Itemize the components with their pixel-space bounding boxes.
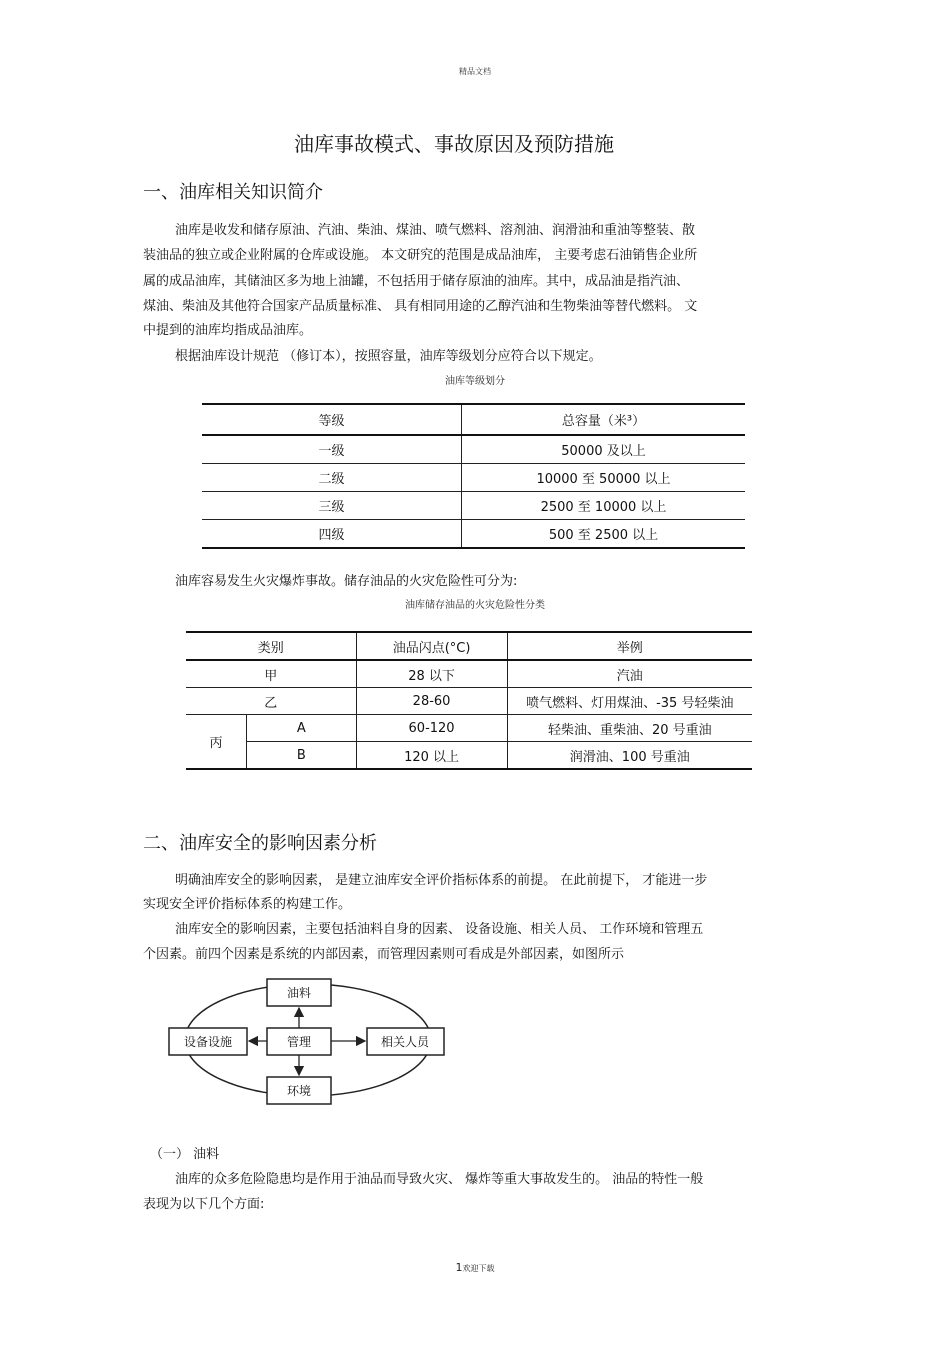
s1-para1-line4: 煤油、柴油及其他符合国家产品质量标准、 具有相同用途的乙醇汽油和生物柴油等替代燃料。 文 bbox=[143, 299, 698, 314]
page-title: 油库事故模式、事故原因及预防措施 bbox=[294, 132, 614, 156]
table-header-row bbox=[202, 404, 745, 435]
table-cell: 二级 bbox=[202, 464, 462, 492]
table-row bbox=[202, 520, 745, 549]
table-cell: 轻柴油、重柴油、20 号重油 bbox=[507, 715, 752, 742]
table2-caption: 油库储存油品的火灾危险性分类 bbox=[405, 600, 545, 611]
table-row bbox=[186, 688, 752, 715]
table-cell: 三级 bbox=[202, 492, 462, 520]
diagram-label-left: 设备设施 bbox=[183, 1035, 233, 1049]
header-watermark: 精品文档 bbox=[459, 67, 491, 76]
table-cell: 60-120 bbox=[356, 715, 507, 742]
section1-heading: 一、油库相关知识简介 bbox=[143, 182, 323, 203]
table-cell: 汽油 bbox=[507, 660, 752, 688]
diagram-label-right: 相关人员 bbox=[380, 1035, 430, 1049]
section2-heading: 二、油库安全的影响因素分析 bbox=[143, 833, 377, 854]
table1-caption: 油库等级划分 bbox=[445, 376, 505, 387]
table-cell: 28-60 bbox=[356, 688, 507, 715]
s1-para1-line5: 中提到的油库均指成品油库。 bbox=[143, 323, 313, 338]
page-number: 1 bbox=[455, 1261, 463, 1274]
sub1-heading: （一） 油料 bbox=[150, 1147, 220, 1162]
s1-para1-line3: 属的成品油库，其储油区多为地上油罐，不包括用于储存原油的油库。其中，成品油是指汽油、 bbox=[143, 274, 690, 289]
capacity-grade-table bbox=[202, 403, 745, 549]
table-header-cell: 等级 bbox=[202, 404, 462, 435]
table-cell: 乙 bbox=[186, 688, 356, 715]
table-cell: 50000 及以上 bbox=[462, 435, 746, 464]
diagram-label-top: 油料 bbox=[286, 986, 312, 1000]
table-cell: 丙 bbox=[186, 715, 247, 770]
table-cell: 四级 bbox=[202, 520, 462, 549]
diagram-label-bottom: 环境 bbox=[286, 1084, 312, 1098]
s1-para3: 油库容易发生火灾爆炸事故。储存油品的火灾危险性可分为: bbox=[175, 574, 518, 589]
s2-para2-line2: 个因素。前四个因素是系统的内部因素，而管理因素则可看成是外部因素，如图所示 bbox=[143, 947, 625, 962]
table-cell: 10000 至 50000 以上 bbox=[462, 464, 746, 492]
table-cell: 一级 bbox=[202, 435, 462, 464]
s2-para1-line1: 明确油库安全的影响因素， 是建立油库安全评价指标体系的前提。 在此前提下， 才能进一步 bbox=[175, 873, 708, 888]
table-row bbox=[186, 660, 752, 688]
table-header-cell: 举例 bbox=[507, 632, 752, 660]
table-cell: 甲 bbox=[186, 660, 356, 688]
table-row bbox=[202, 464, 745, 492]
table-cell: 润滑油、100 号重油 bbox=[569, 749, 690, 765]
table-cell: 喷气燃料、灯用煤油、-35 号轻柴油 bbox=[507, 688, 752, 715]
table-cell: 120 以上 bbox=[356, 742, 507, 770]
table-header-row bbox=[186, 632, 752, 660]
table-row bbox=[202, 492, 745, 520]
s1-para1-line2: 装油品的独立或企业附属的仓库或设施。 本文研究的范围是成品油库， 主要考虑石油销售企业所 bbox=[143, 248, 698, 263]
table-cell: B bbox=[247, 742, 357, 770]
table-row bbox=[186, 742, 752, 770]
table-header-cell: 总容量（米³） bbox=[462, 404, 746, 435]
table-row bbox=[202, 435, 745, 464]
s1-para1-line1: 油库是收发和储存原油、汽油、柴油、煤油、喷气燃料、溶剂油、润滑油和重油等整装、散 bbox=[175, 223, 696, 238]
s1-para2: 根据油库设计规范 （修订本），按照容量，油库等级划分应符合以下规定。 bbox=[175, 349, 602, 364]
sub1-line1: 油库的众多危险隐患均是作用于油品而导致火灾、 爆炸等重大事故发生的。 油品的特性一般 bbox=[175, 1172, 704, 1187]
factor-diagram bbox=[160, 970, 460, 1110]
footer-text: 欢迎下载 bbox=[462, 1264, 495, 1273]
s2-para2-line1: 油库安全的影响因素，主要包括油料自身的因素、 设备设施、相关人员、 工作环境和管理五 bbox=[175, 922, 704, 937]
table-cell: A bbox=[247, 715, 357, 742]
table-cell: 500 至 2500 以上 bbox=[548, 528, 659, 543]
table-cell: 2500 至 10000 以上 bbox=[462, 492, 746, 520]
table-row bbox=[186, 715, 752, 742]
table-cell: 28 以下 bbox=[356, 660, 507, 688]
page-footer bbox=[0, 1261, 950, 1274]
fire-hazard-table bbox=[186, 631, 752, 770]
table-header-cell: 类别 bbox=[186, 632, 356, 660]
table-header-cell: 油品闪点(°C) bbox=[356, 632, 507, 660]
diagram-label-center: 管理 bbox=[286, 1035, 312, 1049]
s2-para1-line2: 实现安全评价指标体系的构建工作。 bbox=[143, 897, 352, 912]
sub1-line2: 表现为以下几个方面: bbox=[143, 1197, 265, 1212]
